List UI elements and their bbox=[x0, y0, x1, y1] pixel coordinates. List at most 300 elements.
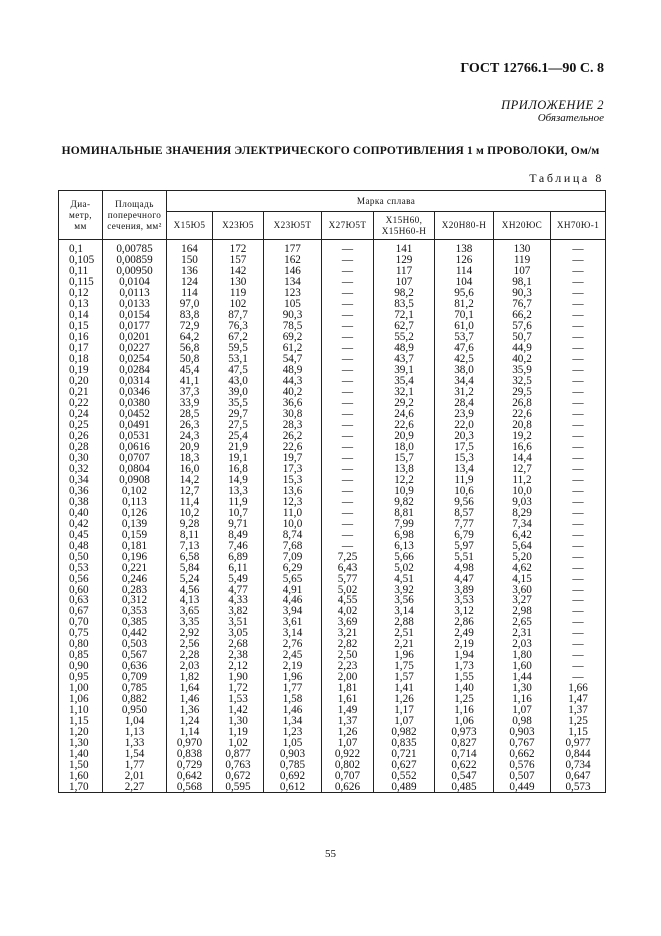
resistance-cell: 98,2 bbox=[374, 288, 435, 299]
table-row bbox=[59, 343, 606, 354]
resistance-cell: 1,58 bbox=[264, 694, 322, 705]
resistance-cell: — bbox=[551, 288, 606, 299]
resistance-cell: 5,65 bbox=[264, 573, 322, 584]
document-title: НОМИНАЛЬНЫЕ ЗНАЧЕНИЯ ЭЛЕКТРИЧЕСКОГО СОПРОТИВЛЕНИЯ 1 м ПРОВОЛОКИ, Ом/м bbox=[61, 145, 600, 157]
resistance-cell: 1,16 bbox=[494, 694, 551, 705]
resistance-cell: 6,98 bbox=[374, 529, 435, 540]
resistance-cell: 5,77 bbox=[322, 573, 374, 584]
resistance-cell: — bbox=[551, 387, 606, 398]
resistance-cell: 62,7 bbox=[374, 321, 435, 332]
resistance-cell: — bbox=[322, 332, 374, 343]
resistance-cell: 47,5 bbox=[213, 365, 264, 376]
resistance-cell: 36,6 bbox=[264, 398, 322, 409]
resistance-cell: 136 bbox=[167, 266, 213, 277]
resistance-cell: 0,552 bbox=[374, 771, 435, 782]
resistance-cell: — bbox=[551, 332, 606, 343]
table-row bbox=[59, 617, 606, 628]
area-cell: 0,0452 bbox=[103, 409, 167, 420]
resistance-cell: — bbox=[551, 452, 606, 463]
resistance-cell: — bbox=[551, 672, 606, 683]
resistance-cell: 4,51 bbox=[374, 573, 435, 584]
resistance-cell: — bbox=[551, 628, 606, 639]
resistance-cell: 24,3 bbox=[167, 430, 213, 441]
diameter-cell: 0,85 bbox=[59, 650, 103, 661]
resistance-cell: 14,4 bbox=[494, 452, 551, 463]
diameter-cell: 0,60 bbox=[59, 584, 103, 595]
resistance-cell: 1,25 bbox=[435, 694, 494, 705]
resistance-cell: 8,29 bbox=[494, 507, 551, 518]
table-row bbox=[59, 288, 606, 299]
diameter-cell: 0,15 bbox=[59, 321, 103, 332]
alloy-header: Х27Ю5Т bbox=[322, 212, 374, 240]
resistance-cell: 0,576 bbox=[494, 760, 551, 771]
resistance-cell: 0,642 bbox=[167, 771, 213, 782]
alloy-header: ХН70Ю-1 bbox=[551, 212, 606, 240]
area-cell: 0,709 bbox=[103, 672, 167, 683]
diameter-cell: 1,06 bbox=[59, 694, 103, 705]
table-row bbox=[59, 420, 606, 431]
resistance-cell: — bbox=[322, 288, 374, 299]
resistance-cell: 5,84 bbox=[167, 562, 213, 573]
resistance-cell: — bbox=[322, 398, 374, 409]
resistance-cell: 1,36 bbox=[167, 705, 213, 716]
resistance-cell: 7,34 bbox=[494, 518, 551, 529]
resistance-cell: — bbox=[551, 529, 606, 540]
resistance-cell: 26,8 bbox=[494, 398, 551, 409]
resistance-cell: 3,69 bbox=[322, 617, 374, 628]
resistance-cell: 69,2 bbox=[264, 332, 322, 343]
resistance-cell: — bbox=[322, 310, 374, 321]
area-cell: 0,503 bbox=[103, 639, 167, 650]
area-cell: 0,0227 bbox=[103, 343, 167, 354]
area-cell: 0,0804 bbox=[103, 463, 167, 474]
area-cell: 2,27 bbox=[103, 781, 167, 792]
table-row bbox=[59, 474, 606, 485]
area-cell: 0,00785 bbox=[103, 240, 167, 255]
resistance-cell: — bbox=[551, 430, 606, 441]
resistance-cell: 1,81 bbox=[322, 683, 374, 694]
resistance-cell: 50,8 bbox=[167, 354, 213, 365]
resistance-cell: 0,844 bbox=[551, 749, 606, 760]
resistance-cell: 29,7 bbox=[213, 409, 264, 420]
table-row bbox=[59, 639, 606, 650]
resistance-cell: 1,07 bbox=[374, 716, 435, 727]
diameter-cell: 0,24 bbox=[59, 409, 103, 420]
resistance-cell: 10,0 bbox=[264, 518, 322, 529]
resistance-cell: 2,03 bbox=[167, 661, 213, 672]
resistance-table bbox=[58, 190, 606, 793]
resistance-cell: — bbox=[322, 255, 374, 266]
table-row bbox=[59, 255, 606, 266]
resistance-cell: 5,02 bbox=[322, 584, 374, 595]
resistance-cell: 2,98 bbox=[494, 606, 551, 617]
diameter-cell: 0,105 bbox=[59, 255, 103, 266]
resistance-cell: 1,64 bbox=[167, 683, 213, 694]
resistance-cell: — bbox=[322, 485, 374, 496]
area-cell: 0,442 bbox=[103, 628, 167, 639]
resistance-cell: 16,0 bbox=[167, 463, 213, 474]
resistance-cell: 37,3 bbox=[167, 387, 213, 398]
resistance-cell: 59,5 bbox=[213, 343, 264, 354]
resistance-cell: 107 bbox=[494, 266, 551, 277]
resistance-cell: 2,31 bbox=[494, 628, 551, 639]
resistance-cell: 1,02 bbox=[213, 738, 264, 749]
table-row bbox=[59, 716, 606, 727]
diameter-cell: 0,115 bbox=[59, 277, 103, 288]
table-row bbox=[59, 628, 606, 639]
resistance-cell: 104 bbox=[435, 277, 494, 288]
resistance-cell: 6,89 bbox=[213, 551, 264, 562]
area-cell: 0,0531 bbox=[103, 430, 167, 441]
resistance-cell: 6,42 bbox=[494, 529, 551, 540]
resistance-cell: 4,77 bbox=[213, 584, 264, 595]
resistance-cell: 1,06 bbox=[435, 716, 494, 727]
resistance-cell: 4,15 bbox=[494, 573, 551, 584]
resistance-cell: 1,60 bbox=[494, 661, 551, 672]
resistance-cell: 32,1 bbox=[374, 387, 435, 398]
table-label: Таблица 8 bbox=[529, 171, 604, 185]
resistance-cell: 1,80 bbox=[494, 650, 551, 661]
resistance-cell: 1,96 bbox=[264, 672, 322, 683]
diameter-cell: 0,36 bbox=[59, 485, 103, 496]
resistance-cell: 4,47 bbox=[435, 573, 494, 584]
diameter-cell: 0,75 bbox=[59, 628, 103, 639]
diameter-cell: 0,21 bbox=[59, 387, 103, 398]
resistance-cell: 1,47 bbox=[551, 694, 606, 705]
diameter-cell: 0,95 bbox=[59, 672, 103, 683]
resistance-cell: 44,9 bbox=[494, 343, 551, 354]
resistance-cell: 95,6 bbox=[435, 288, 494, 299]
table-row bbox=[59, 705, 606, 716]
table-row bbox=[59, 485, 606, 496]
resistance-cell: 4,62 bbox=[494, 562, 551, 573]
resistance-cell: — bbox=[551, 277, 606, 288]
resistance-cell: 3,35 bbox=[167, 617, 213, 628]
resistance-cell: — bbox=[322, 452, 374, 463]
resistance-cell: 5,64 bbox=[494, 540, 551, 551]
diameter-cell: 1,60 bbox=[59, 771, 103, 782]
resistance-cell: 9,82 bbox=[374, 496, 435, 507]
resistance-cell: — bbox=[322, 240, 374, 255]
resistance-cell: — bbox=[322, 529, 374, 540]
resistance-cell: 3,12 bbox=[435, 606, 494, 617]
diameter-cell: 0,22 bbox=[59, 398, 103, 409]
resistance-cell: 0,568 bbox=[167, 781, 213, 792]
resistance-cell: 7,46 bbox=[213, 540, 264, 551]
resistance-cell: 22,6 bbox=[494, 409, 551, 420]
diameter-cell: 1,10 bbox=[59, 705, 103, 716]
resistance-cell: — bbox=[551, 485, 606, 496]
table-row bbox=[59, 507, 606, 518]
resistance-cell: — bbox=[551, 595, 606, 606]
resistance-cell: 130 bbox=[494, 240, 551, 255]
resistance-cell: 1,17 bbox=[374, 705, 435, 716]
resistance-cell: 83,5 bbox=[374, 299, 435, 310]
diameter-cell: 0,12 bbox=[59, 288, 103, 299]
resistance-cell: 11,0 bbox=[264, 507, 322, 518]
resistance-cell: 11,2 bbox=[494, 474, 551, 485]
resistance-cell: 0,547 bbox=[435, 771, 494, 782]
table-row bbox=[59, 277, 606, 288]
area-cell: 0,0154 bbox=[103, 310, 167, 321]
resistance-cell: 0,692 bbox=[264, 771, 322, 782]
resistance-cell: 1,05 bbox=[264, 738, 322, 749]
table-body bbox=[59, 240, 606, 793]
alloy-header: Х15Н60, Х15Н60-Н bbox=[374, 212, 435, 240]
resistance-cell: — bbox=[322, 507, 374, 518]
table-row bbox=[59, 661, 606, 672]
resistance-cell: 1,23 bbox=[264, 727, 322, 738]
resistance-cell: 20,9 bbox=[374, 430, 435, 441]
resistance-cell: — bbox=[551, 420, 606, 431]
resistance-cell: 1,19 bbox=[213, 727, 264, 738]
resistance-cell: 16,8 bbox=[213, 463, 264, 474]
resistance-cell: 3,14 bbox=[374, 606, 435, 617]
resistance-cell: 9,71 bbox=[213, 518, 264, 529]
resistance-cell: 15,3 bbox=[264, 474, 322, 485]
resistance-cell: 1,96 bbox=[374, 650, 435, 661]
area-cell: 0,181 bbox=[103, 540, 167, 551]
resistance-cell: 124 bbox=[167, 277, 213, 288]
resistance-cell: 43,7 bbox=[374, 354, 435, 365]
table-row bbox=[59, 266, 606, 277]
resistance-cell: 1,46 bbox=[264, 705, 322, 716]
resistance-cell: 0,612 bbox=[264, 781, 322, 792]
diameter-cell: 0,26 bbox=[59, 430, 103, 441]
table-row bbox=[59, 606, 606, 617]
resistance-cell: 1,77 bbox=[264, 683, 322, 694]
resistance-cell: 17,5 bbox=[435, 441, 494, 452]
resistance-cell: 4,13 bbox=[167, 595, 213, 606]
resistance-cell: 7,09 bbox=[264, 551, 322, 562]
resistance-cell: 61,0 bbox=[435, 321, 494, 332]
resistance-cell: 3,61 bbox=[264, 617, 322, 628]
table-row bbox=[59, 672, 606, 683]
resistance-cell: 66,2 bbox=[494, 310, 551, 321]
resistance-cell: 31,2 bbox=[435, 387, 494, 398]
resistance-cell: 0,973 bbox=[435, 727, 494, 738]
diameter-cell: 0,42 bbox=[59, 518, 103, 529]
resistance-cell: — bbox=[551, 584, 606, 595]
appendix-block bbox=[501, 99, 604, 125]
resistance-cell: 7,77 bbox=[435, 518, 494, 529]
resistance-cell: 5,24 bbox=[167, 573, 213, 584]
resistance-cell: 8,11 bbox=[167, 529, 213, 540]
table-row bbox=[59, 749, 606, 760]
resistance-cell: 34,4 bbox=[435, 376, 494, 387]
resistance-cell: 2,50 bbox=[322, 650, 374, 661]
area-cell: 0,159 bbox=[103, 529, 167, 540]
resistance-cell: 90,3 bbox=[494, 288, 551, 299]
resistance-cell: — bbox=[322, 496, 374, 507]
area-cell: 0,353 bbox=[103, 606, 167, 617]
appendix-note: Обязательное bbox=[537, 112, 604, 124]
resistance-cell: 11,9 bbox=[435, 474, 494, 485]
table-row bbox=[59, 398, 606, 409]
resistance-cell: 19,1 bbox=[213, 452, 264, 463]
diameter-cell: 0,13 bbox=[59, 299, 103, 310]
table-row bbox=[59, 551, 606, 562]
resistance-cell: 2,38 bbox=[213, 650, 264, 661]
table-row bbox=[59, 573, 606, 584]
resistance-cell: 1,07 bbox=[322, 738, 374, 749]
resistance-cell: — bbox=[551, 617, 606, 628]
diameter-header: Диа- метр, мм bbox=[59, 191, 103, 240]
resistance-cell: 1,14 bbox=[167, 727, 213, 738]
resistance-cell: 35,9 bbox=[494, 365, 551, 376]
resistance-cell: 4,98 bbox=[435, 562, 494, 573]
resistance-cell: 33,9 bbox=[167, 398, 213, 409]
resistance-cell: 19,7 bbox=[264, 452, 322, 463]
resistance-cell: 54,7 bbox=[264, 354, 322, 365]
resistance-cell: 0,714 bbox=[435, 749, 494, 760]
resistance-cell: 90,3 bbox=[264, 310, 322, 321]
table-row bbox=[59, 409, 606, 420]
resistance-cell: 0,903 bbox=[494, 727, 551, 738]
resistance-cell: 2,76 bbox=[264, 639, 322, 650]
resistance-cell: 0,802 bbox=[322, 760, 374, 771]
resistance-cell: 1,30 bbox=[213, 716, 264, 727]
resistance-cell: 1,73 bbox=[435, 661, 494, 672]
resistance-cell: 9,28 bbox=[167, 518, 213, 529]
resistance-cell: 2,88 bbox=[374, 617, 435, 628]
resistance-cell: 3,56 bbox=[374, 595, 435, 606]
area-cell: 0,636 bbox=[103, 661, 167, 672]
area-cell: 0,385 bbox=[103, 617, 167, 628]
resistance-cell: — bbox=[551, 321, 606, 332]
alloy-header: ХН20ЮС bbox=[494, 212, 551, 240]
table-row bbox=[59, 781, 606, 792]
resistance-cell: 0,627 bbox=[374, 760, 435, 771]
resistance-cell: 4,91 bbox=[264, 584, 322, 595]
resistance-cell: 1,72 bbox=[213, 683, 264, 694]
diameter-cell: 0,30 bbox=[59, 452, 103, 463]
area-cell: 0,0254 bbox=[103, 354, 167, 365]
resistance-cell: 3,51 bbox=[213, 617, 264, 628]
table-row bbox=[59, 518, 606, 529]
resistance-cell: 26,2 bbox=[264, 430, 322, 441]
resistance-cell: — bbox=[322, 430, 374, 441]
resistance-cell: 2,68 bbox=[213, 639, 264, 650]
area-cell: 0,0201 bbox=[103, 332, 167, 343]
resistance-cell: 5,20 bbox=[494, 551, 551, 562]
resistance-cell: 13,3 bbox=[213, 485, 264, 496]
resistance-cell: 10,0 bbox=[494, 485, 551, 496]
resistance-cell: 0,763 bbox=[213, 760, 264, 771]
resistance-cell: 55,2 bbox=[374, 332, 435, 343]
resistance-cell: 1,41 bbox=[374, 683, 435, 694]
resistance-cell: — bbox=[322, 518, 374, 529]
resistance-cell: 7,25 bbox=[322, 551, 374, 562]
alloy-group-header: Марка сплава bbox=[167, 191, 606, 212]
resistance-cell: 22,6 bbox=[264, 441, 322, 452]
diameter-cell: 0,25 bbox=[59, 420, 103, 431]
table-row bbox=[59, 595, 606, 606]
diameter-cell: 0,17 bbox=[59, 343, 103, 354]
resistance-cell: 76,7 bbox=[494, 299, 551, 310]
resistance-cell: 15,7 bbox=[374, 452, 435, 463]
resistance-cell: 2,65 bbox=[494, 617, 551, 628]
resistance-cell: 1,61 bbox=[322, 694, 374, 705]
resistance-cell: 1,94 bbox=[435, 650, 494, 661]
resistance-cell: 3,92 bbox=[374, 584, 435, 595]
resistance-cell: 20,8 bbox=[494, 420, 551, 431]
resistance-cell: 2,00 bbox=[322, 672, 374, 683]
area-cell: 0,139 bbox=[103, 518, 167, 529]
resistance-cell: 0,835 bbox=[374, 738, 435, 749]
diameter-cell: 0,90 bbox=[59, 661, 103, 672]
resistance-cell: — bbox=[322, 420, 374, 431]
area-header: Площадь поперечного сечения, мм² bbox=[103, 191, 167, 240]
resistance-cell: 4,46 bbox=[264, 595, 322, 606]
table-row bbox=[59, 332, 606, 343]
resistance-cell: 1,42 bbox=[213, 705, 264, 716]
area-cell: 0,0380 bbox=[103, 398, 167, 409]
resistance-cell: 0,98 bbox=[494, 716, 551, 727]
resistance-cell: 1,82 bbox=[167, 672, 213, 683]
resistance-cell: 9,03 bbox=[494, 496, 551, 507]
diameter-cell: 0,20 bbox=[59, 376, 103, 387]
table-row bbox=[59, 376, 606, 387]
resistance-cell: 42,5 bbox=[435, 354, 494, 365]
resistance-cell: 6,13 bbox=[374, 540, 435, 551]
resistance-cell: 5,49 bbox=[213, 573, 264, 584]
alloy-header: Х15Ю5 bbox=[167, 212, 213, 240]
diameter-cell: 0,34 bbox=[59, 474, 103, 485]
resistance-cell: 119 bbox=[213, 288, 264, 299]
resistance-cell: 3,82 bbox=[213, 606, 264, 617]
resistance-cell: 25,4 bbox=[213, 430, 264, 441]
resistance-cell: — bbox=[322, 299, 374, 310]
resistance-cell: — bbox=[322, 387, 374, 398]
resistance-cell: 2,49 bbox=[435, 628, 494, 639]
resistance-cell: 97,0 bbox=[167, 299, 213, 310]
diameter-cell: 1,40 bbox=[59, 749, 103, 760]
area-cell: 0,113 bbox=[103, 496, 167, 507]
resistance-cell: — bbox=[322, 463, 374, 474]
area-cell: 0,246 bbox=[103, 573, 167, 584]
resistance-cell: 1,34 bbox=[264, 716, 322, 727]
resistance-cell: 5,97 bbox=[435, 540, 494, 551]
diameter-cell: 0,28 bbox=[59, 441, 103, 452]
resistance-cell: 0,970 bbox=[167, 738, 213, 749]
resistance-cell: — bbox=[551, 518, 606, 529]
resistance-cell: — bbox=[551, 354, 606, 365]
resistance-cell: 10,9 bbox=[374, 485, 435, 496]
resistance-cell: 50,7 bbox=[494, 332, 551, 343]
resistance-cell: 4,55 bbox=[322, 595, 374, 606]
resistance-cell: 114 bbox=[167, 288, 213, 299]
resistance-cell: 6,29 bbox=[264, 562, 322, 573]
resistance-cell: 26,3 bbox=[167, 420, 213, 431]
resistance-cell: — bbox=[322, 540, 374, 551]
resistance-cell: 18,0 bbox=[374, 441, 435, 452]
table-row bbox=[59, 430, 606, 441]
diameter-cell: 1,30 bbox=[59, 738, 103, 749]
resistance-cell: — bbox=[551, 240, 606, 255]
diameter-cell: 0,18 bbox=[59, 354, 103, 365]
resistance-cell: 130 bbox=[213, 277, 264, 288]
diameter-cell: 0,56 bbox=[59, 573, 103, 584]
resistance-cell: 3,14 bbox=[264, 628, 322, 639]
resistance-cell: — bbox=[551, 398, 606, 409]
resistance-cell: 117 bbox=[374, 266, 435, 277]
table-row bbox=[59, 452, 606, 463]
area-cell: 0,0346 bbox=[103, 387, 167, 398]
resistance-cell: — bbox=[551, 266, 606, 277]
resistance-cell: 1,40 bbox=[435, 683, 494, 694]
resistance-cell: — bbox=[551, 409, 606, 420]
